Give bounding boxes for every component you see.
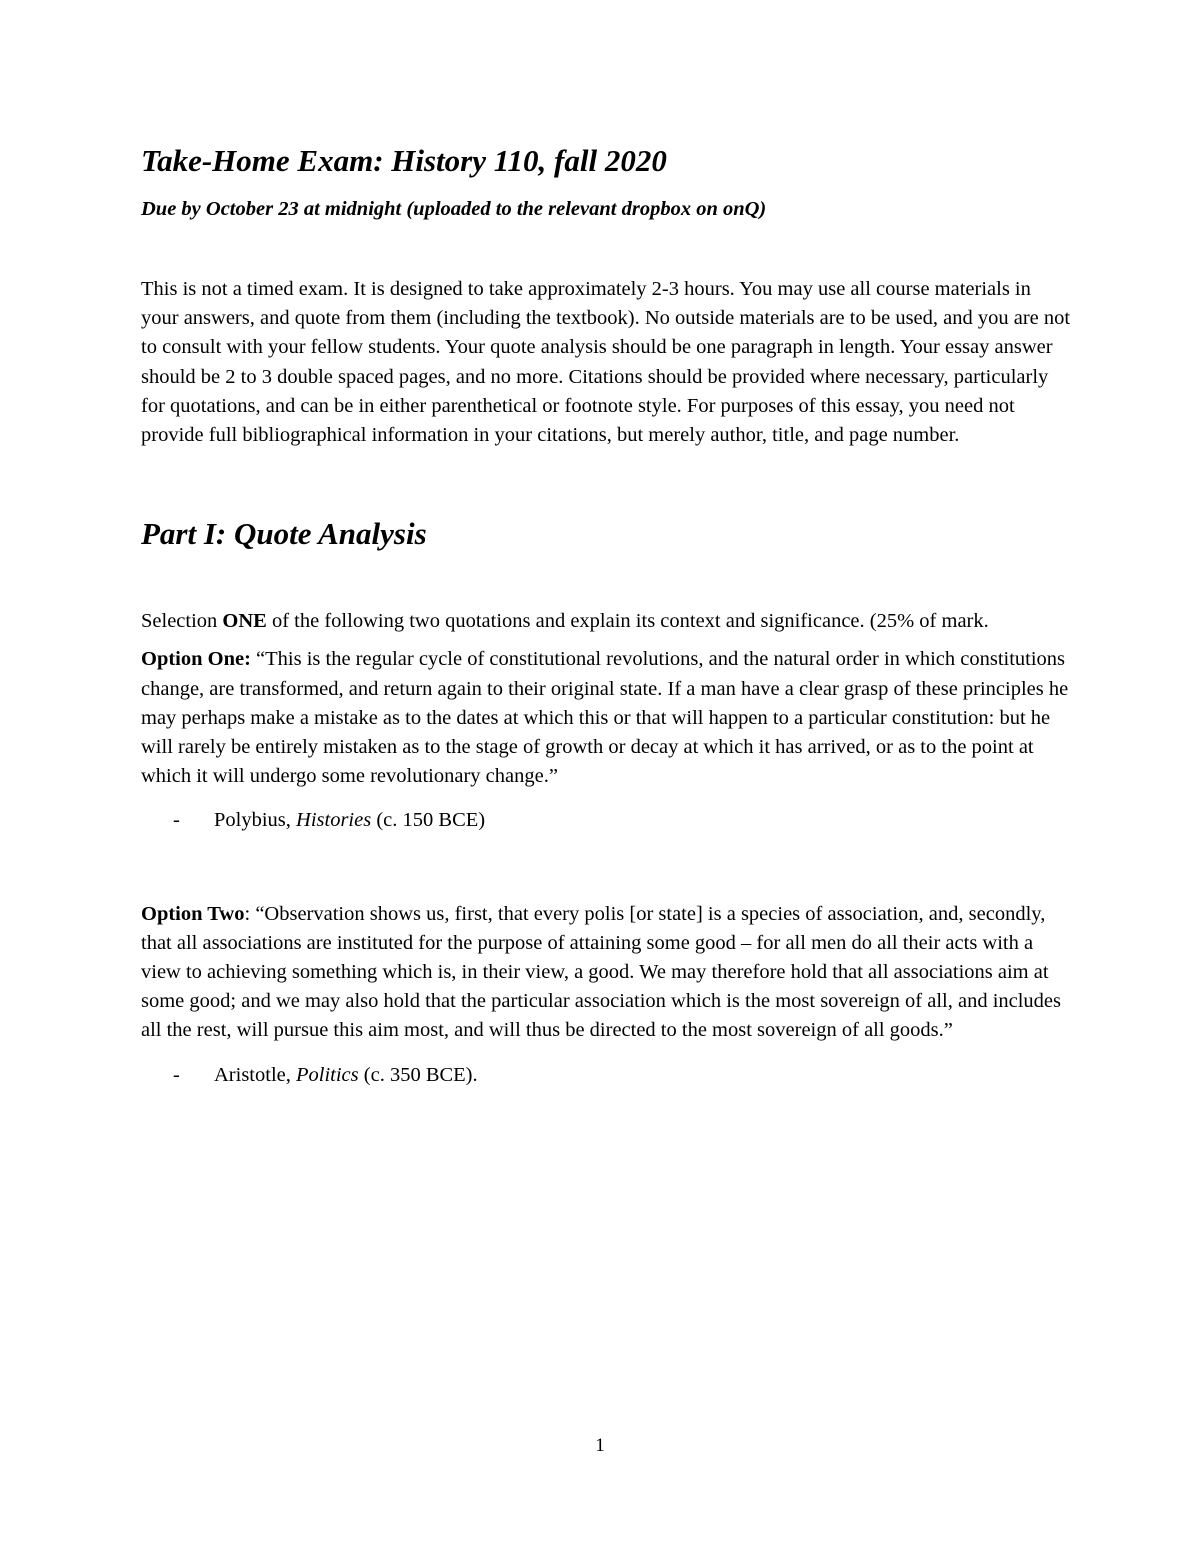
option-two-attribution — [141, 1061, 1071, 1090]
instruction-text-end: of the following two quotations and explain its context and significance. (25% of mark. — [266, 610, 989, 633]
option-one-work: Histories — [296, 809, 372, 832]
option-two-date: (c. 350 BCE). — [358, 1063, 478, 1086]
option-two-label: Option Two — [141, 902, 245, 925]
option-two-quote — [141, 900, 1071, 1046]
option-one-quote — [141, 645, 1071, 791]
option-one-quote-text: “This is the regular cycle of constitutional revolutions, and the natural order in which constitutions change, are transformed, and return again to their original state. If a man have a clear grasp of these principles he may perhaps make a mistake as to the dates at which this or that will happen to a particular constitution: but he will rarely be entirely mistaken as to the stage of growth or decay at which it has arrived, or as to the point at which it will undergo some revolutionary change.” — [141, 648, 1069, 788]
attribution-dash: - — [173, 809, 180, 832]
due-date-line: Due by October 23 at midnight (uploaded to the relevant dropbox on onQ) — [141, 198, 767, 220]
document-content — [141, 140, 1071, 1090]
option-one-author: Polybius, — [214, 809, 297, 832]
option-one-date: (c. 150 BCE) — [371, 809, 486, 832]
option-two-work: Politics — [296, 1063, 359, 1086]
exam-title: Take-Home Exam: History 110, fall 2020 — [141, 143, 667, 178]
page-number: 1 — [595, 1435, 605, 1456]
option-two-author: Aristotle, — [214, 1063, 296, 1086]
option-two-colon: : — [244, 902, 251, 925]
attribution-text — [214, 806, 485, 835]
attribution-text — [214, 1061, 478, 1090]
option-one-label: Option One: — [141, 648, 251, 671]
part-one-heading: Part I: Quote Analysis — [141, 516, 427, 552]
intro-paragraph: This is not a timed exam. It is designed to take approximately 2-3 hours. You may use all course materials in your answers, and quote from them (including the textbook). No outside materials are to be used, and you are not to consult with your fellow students. Your quote analysis should be one paragraph in length. Your essay answer should be 2 to 3 double spaced pages, and no more. Citations should be provided where necessary, particularly for quotations, and can be in either parenthetical or footnote style. For purposes of this essay, you need not provide full bibliographical information in your citations, but merely author, title, and page number. — [141, 278, 1071, 447]
attribution-dash: - — [173, 1063, 180, 1086]
instruction-emphasis: ONE — [222, 610, 267, 633]
part-one-instructions — [141, 607, 1071, 636]
option-two-quote-text: “Observation shows us, first, that every polis [or state] is a species of association, and, secondly, that all associations are instituted for the purpose of attaining some good – for all men do all their acts with a view to achieving something which is, in their view, a good. We may therefore hold that all associations aim at some good; and we may also hold that the particular association which is the most sovereign of all, and includes all the rest, will pursue this aim most, and will thus be directed to the most sovereign of all goods.” — [141, 902, 1062, 1042]
option-one-attribution — [141, 806, 1071, 835]
instruction-text-start: Selection — [141, 610, 223, 633]
